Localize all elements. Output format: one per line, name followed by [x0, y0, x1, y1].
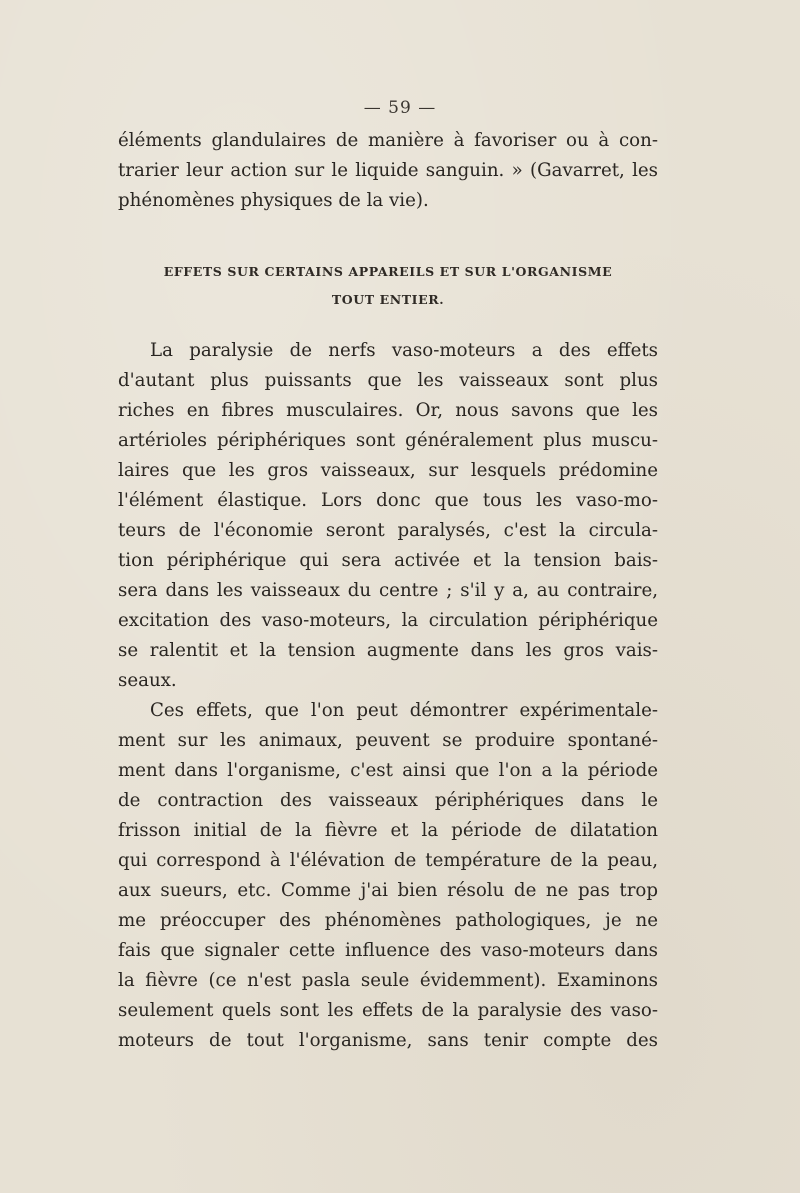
body-text — [118, 336, 658, 1056]
text-line: trarier leur action sur le liquide sanguin. » (Gavarret, les — [118, 160, 658, 181]
text-line: tion périphérique qui sera activée et la tension bais- — [118, 550, 658, 571]
text-line: me préoccuper des phénomènes pathologiques, je ne — [118, 910, 658, 931]
text-line: laires que les gros vaisseaux, sur lesquels prédomine — [118, 460, 658, 481]
text-line: ment sur les animaux, peuvent se produire spontané- — [118, 730, 658, 751]
text-line: seulement quels sont les effets de la paralysie des vaso- — [118, 1000, 658, 1021]
heading-line: EFFETS SUR CERTAINS APPAREILS ET SUR L'ORGANISME — [163, 264, 613, 279]
text-line: excitation des vaso-moteurs, la circulation périphérique — [118, 610, 658, 631]
heading-line: TOUT ENTIER. — [331, 292, 445, 307]
text-line: qui correspond à l'élévation de température de la peau, — [118, 850, 658, 871]
text-line: frisson initial de la fièvre et la période de dilatation — [118, 820, 658, 841]
text-line: seaux. — [118, 670, 177, 691]
text-line: éléments glandulaires de manière à favoriser ou à con- — [118, 130, 658, 151]
section-heading — [118, 258, 658, 314]
text-line: de contraction des vaisseaux périphériques dans le — [118, 790, 658, 811]
text-line: artérioles périphériques sont généralement plus muscu- — [118, 430, 658, 451]
text-line: la fièvre (ce n'est pasla seule évidemment). Examinons — [118, 970, 658, 991]
page-number: — 59 — — [363, 98, 437, 118]
text-line: riches en fibres musculaires. Or, nous savons que les — [118, 400, 658, 421]
text-line: aux sueurs, etc. Comme j'ai bien résolu de ne pas trop — [118, 880, 658, 901]
text-line: d'autant plus puissants que les vaisseaux sont plus — [118, 370, 658, 391]
text-line: Ces effets, que l'on peut démontrer expérimentale- — [150, 700, 658, 721]
text-line: moteurs de tout l'organisme, sans tenir compte des — [118, 1030, 658, 1051]
text-line: phénomènes physiques de la vie). — [118, 190, 429, 211]
text-line: l'élément élastique. Lors donc que tous les vaso-mo- — [118, 490, 658, 511]
text-line: La paralysie de nerfs vaso-moteurs a des effets — [150, 340, 658, 361]
text-line: sera dans les vaisseaux du centre ; s'il y a, au contraire, — [118, 580, 658, 601]
text-line: se ralentit et la tension augmente dans les gros vais- — [118, 640, 658, 661]
text-line: teurs de l'économie seront paralysés, c'est la circula- — [118, 520, 658, 541]
text-line: ment dans l'organisme, c'est ainsi que l'on a la période — [118, 760, 658, 781]
intro-paragraph — [118, 126, 658, 216]
text-line: fais que signaler cette influence des vaso-moteurs dans — [118, 940, 658, 961]
